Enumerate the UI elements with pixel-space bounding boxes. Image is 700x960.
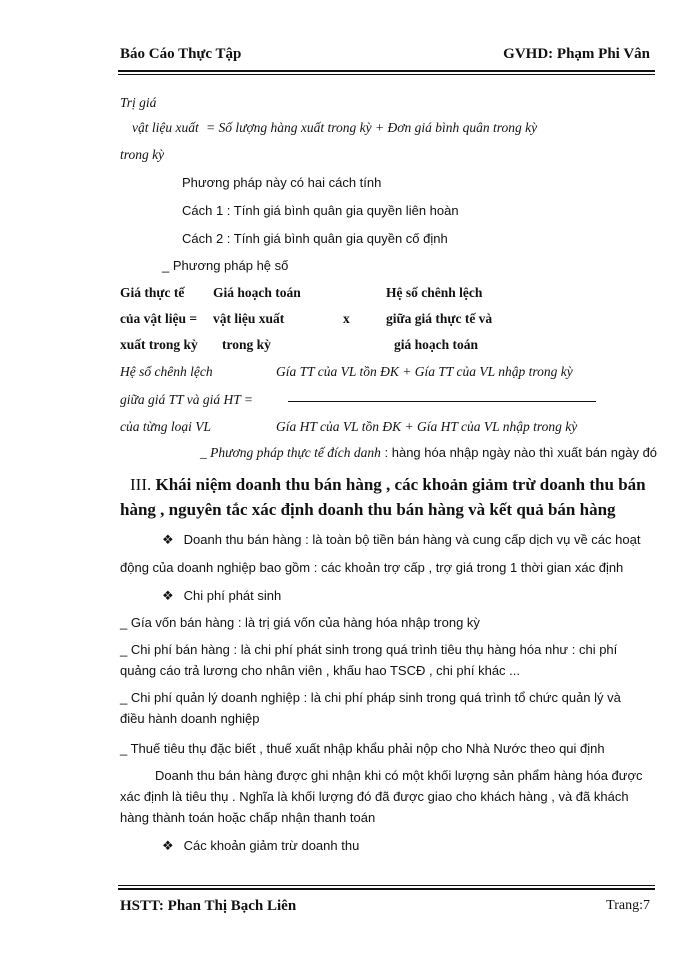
selling-cost-line-2: quảng cáo trả lương cho nhân viên , khấu hao TSCĐ , chi phí khác ...	[120, 663, 521, 678]
formula1-label-2: vật liệu xuất	[132, 120, 199, 135]
formula3-l3: của từng loại VL	[120, 419, 211, 434]
bullet-icon: ❖	[162, 838, 174, 853]
recognition-line-2: xác định là tiêu thụ . Nghĩa là khối lượng đó đã được giao cho khách hàng , và đã khách	[120, 789, 629, 804]
recognition-line-3: hàng thành toán hoặc chấp nhận thanh toán	[120, 810, 376, 825]
coefficient-method: _ Phương pháp hệ số	[162, 258, 289, 273]
admin-cost-line-1: _ Chi phí quản lý doanh nghiệp : là chi phí pháp sinh trong quá trình tổ chức quản lý và	[120, 690, 621, 705]
specific-identification	[200, 445, 657, 461]
bullet-icon: ❖	[162, 532, 174, 547]
formula2-a3: xuất trong kỳ	[120, 337, 198, 352]
footer-left: HSTT: Phan Thị Bạch Liên	[120, 898, 297, 914]
recognition-line-1: Doanh thu bán hàng được ghi nhận khi có một khối lượng sản phẩm hàng hóa được	[155, 768, 643, 783]
header-rule-thin	[118, 74, 655, 75]
revenue-line-2: động của doanh nghiệp bao gồm : các khoản trợ cấp , trợ giá trong 1 thời gian xác định	[120, 560, 624, 575]
formula2-b1: Giá hoạch toán	[213, 285, 301, 300]
formula1-label-3: trong kỳ	[120, 147, 165, 162]
header-right: GVHD: Phạm Phi Vân	[503, 46, 650, 62]
formula3-l2: giữa giá TT và giá HT =	[120, 392, 254, 407]
costs-title: ❖ Chi phí phát sinh	[162, 588, 282, 603]
formula2-b3: trong kỳ	[222, 337, 271, 352]
method-way-1: Cách 1 : Tính giá bình quân gia quyền liên hoàn	[182, 203, 459, 218]
formula1-expression: = Số lượng hàng xuất trong kỳ + Đơn giá bình quân trong kỳ	[206, 120, 538, 135]
formula3-denominator: Gía HT của VL tồn ĐK + Gía HT của VL nhập trong kỳ	[276, 419, 578, 434]
formula2-b2: vật liệu xuất	[213, 311, 285, 326]
admin-cost-line-2: điều hành doanh nghiệp	[120, 711, 260, 726]
specific-title: _ Phương pháp thực tế đích danh	[200, 445, 381, 460]
footer-rule-thin	[118, 885, 655, 886]
formula1-label-1: Trị giá	[120, 95, 157, 110]
footer-rule	[118, 888, 655, 890]
deductions-title: ❖ Các khoản giảm trừ doanh thu	[162, 838, 360, 853]
section-title-line1: Khái niệm doanh thu bán hàng , các khoản giảm trừ doanh thu bán	[155, 475, 646, 494]
revenue-line-1: ❖ Doanh thu bán hàng : là toàn bộ tiền bán hàng và cung cấp dịch vụ về các hoạt	[162, 532, 641, 547]
cost-of-goods: _ Gía vốn bán hàng : là trị giá vốn của hàng hóa nhập trong kỳ	[120, 615, 480, 630]
method-way-2: Cách 2 : Tính giá bình quân gia quyền cố định	[182, 231, 448, 246]
formula2-a1: Giá thực tế	[120, 285, 185, 300]
specific-rest: : hàng hóa nhập ngày nào thì xuất bán ngày đó	[380, 445, 658, 460]
formula3-l1: Hệ số chênh lệch	[120, 364, 213, 379]
formula2-c1: Hệ số chênh lệch	[386, 285, 483, 300]
formula3-numerator: Gía TT của VL tồn ĐK + Gía TT của VL nhập trong kỳ	[276, 364, 573, 379]
page-number: Trang:7	[606, 898, 650, 913]
header-left: Báo Cáo Thực Tập	[120, 46, 242, 62]
formula2-c3: giá hoạch toán	[394, 337, 479, 352]
fraction-bar	[288, 401, 596, 402]
section-heading	[130, 472, 646, 497]
methods-intro: Phương pháp này có hai cách tính	[182, 175, 382, 190]
tax-line: _ Thuế tiêu thụ đặc biết , thuế xuất nhập khẩu phải nộp cho Nhà Nước theo qui định	[120, 741, 605, 756]
formula2-c2: giữa giá thực tế và	[386, 311, 493, 326]
section-number: III.	[130, 475, 152, 494]
bullet-icon: ❖	[162, 588, 174, 603]
multiply-sign: x	[343, 311, 350, 326]
section-title-line2: hàng , nguyên tắc xác định doanh thu bán hàng và kết quả bán hàng	[120, 500, 616, 519]
header-rule	[118, 70, 655, 72]
formula2-a2: của vật liệu =	[120, 311, 198, 326]
selling-cost-line-1: _ Chi phí bán hàng : là chi phí phát sinh trong quá trình tiêu thụ hàng hóa như : chi phí	[120, 642, 618, 657]
